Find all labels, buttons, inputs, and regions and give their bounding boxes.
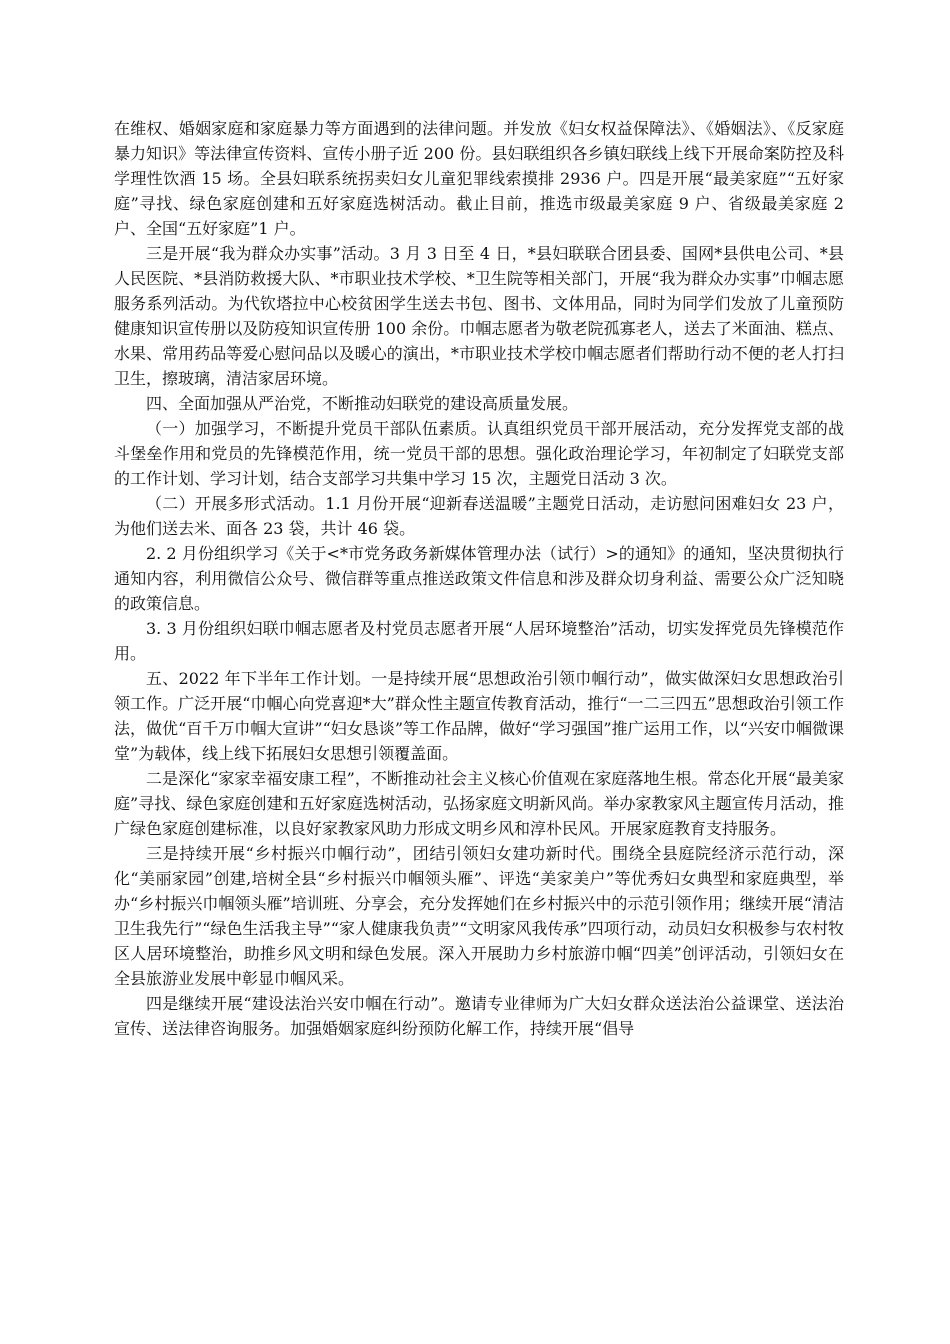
paragraph-5-2: 二是深化“家家幸福安康工程”，不断推动社会主义核心价值观在家庭落地生根。常态化开展“最美家庭”寻找、绿色家庭创建和五好家庭选树活动，弘扬家庭文明新风尚。举办家教家风主题宣传月活动，推广绿色家庭创建标准，以良好家教家风助力形成文明乡风和淳朴民风。开展家庭教育支持服务。	[114, 769, 844, 838]
paragraph-2: 三是开展“我为群众办实事”活动。3 月 3 日至 4 日，*县妇联联合团县委、国网*县供电公司、*县人民医院、*县消防救援大队、*市职业技术学校、*卫生院等相关部门，开展“我为群众办实事”巾帼志愿服务系列活动。为代钦塔拉中心校贫困学生送去书包、图书、文体用品，同时为同学们发放了儿童预防健康知识宣传册以及防疫知识宣传册 100 余份。巾帼志愿者为敬老院孤寡老人，送去了米面油、糕点、水果、常用药品等爱心慰问品以及暖心的演出，*市职业技术学校巾帼志愿者们帮助行动不便的老人打扫卫生，擦玻璃，清洁家居环境。	[114, 244, 844, 388]
paragraph-4-2-item-2: 2. 2 月份组织学习《关于<*市党务政务新媒体管理办法（试行）>的通知》的通知，坚决贯彻执行通知内容，利用微信公众号、微信群等重点推送政策文件信息和涉及群众切身利益、需要公众广泛知晓的政策信息。	[114, 544, 844, 613]
paragraph-4-2-item-3: 3. 3 月份组织妇联巾帼志愿者及村党员志愿者开展“人居环境整治”活动，切实发挥党员先锋模范作用。	[114, 619, 844, 663]
paragraph-5-4: 四是继续开展“建设法治兴安巾帼在行动”。邀请专业律师为广大妇女群众送法治公益课堂、送法治宣传、送法律咨询服务。加强婚姻家庭纠纷预防化解工作，持续开展“倡导	[114, 994, 844, 1038]
paragraph-5-3: 三是持续开展“乡村振兴巾帼行动”，团结引领妇女建功新时代。围绕全县庭院经济示范行动，深化“美丽家园”创建,培树全县“乡村振兴巾帼领头雁”、评选“美家美户”等优秀妇女典型和家庭典型，举办“乡村振兴巾帼领头雁”培训班、分享会，充分发挥她们在乡村振兴中的示范引领作用；继续开展“清洁卫生我先行”“绿色生活我主导”“家人健康我负责”“文明家风我传承”四项行动，动员妇女积极参与农村牧区人居环境整治，助推乡风文明和绿色发展。深入开展助力乡村旅游巾帼“四美”创评活动，引领妇女在全县旅游业发展中彰显巾帼风采。	[114, 844, 844, 988]
document-page	[114, 116, 844, 1041]
paragraph-1: 在维权、婚姻家庭和家庭暴力等方面遇到的法律问题。并发放《妇女权益保障法》、《婚姻法》、《反家庭暴力知识》等法律宣传资料、宣传小册子近 200 份。县妇联组织各乡镇妇联线上线下开展命案防控及科学理性饮酒 15 场。全县妇联系统拐卖妇女儿童犯罪线索摸排 2936 户。四是开展“最美家庭”“五好家庭”寻找、绿色家庭创建和五好家庭选树活动。截止目前，推选市级最美家庭 9 户、省级最美家庭 2 户、全国“五好家庭”1 户。	[114, 119, 844, 238]
section-heading-4: 四、全面加强从严治党，不断推动妇联党的建设高质量发展。	[146, 394, 579, 413]
paragraph-4-2: （二）开展多形式活动。1.1 月份开展“迎新春送温暖”主题党日活动，走访慰问困难妇女 23 户，为他们送去米、面各 23 袋，共计 46 袋。	[114, 494, 844, 538]
paragraph-4-1: （一）加强学习，不断提升党员干部队伍素质。认真组织党员干部开展活动，充分发挥党支部的战斗堡垒作用和党员的先锋模范作用，统一党员干部的思想。强化政治理论学习，年初制定了妇联党支部的工作计划、学习计划，结合支部学习共集中学习 15 次，主题党日活动 3 次。	[114, 419, 844, 488]
section-5-plan: 五、2022 年下半年工作计划。一是持续开展“思想政治引领巾帼行动”，做实做深妇女思想政治引领工作。广泛开展“巾帼心向党喜迎*大”群众性主题宣传教育活动，推行“一二三四五”思想政治引领工作法，做优“百千万巾帼大宣讲”“妇女恳谈”等工作品牌，做好“学习强国”推广运用工作，以“兴安巾帼微课堂”为载体，线上线下拓展妇女思想引领覆盖面。	[114, 669, 844, 763]
